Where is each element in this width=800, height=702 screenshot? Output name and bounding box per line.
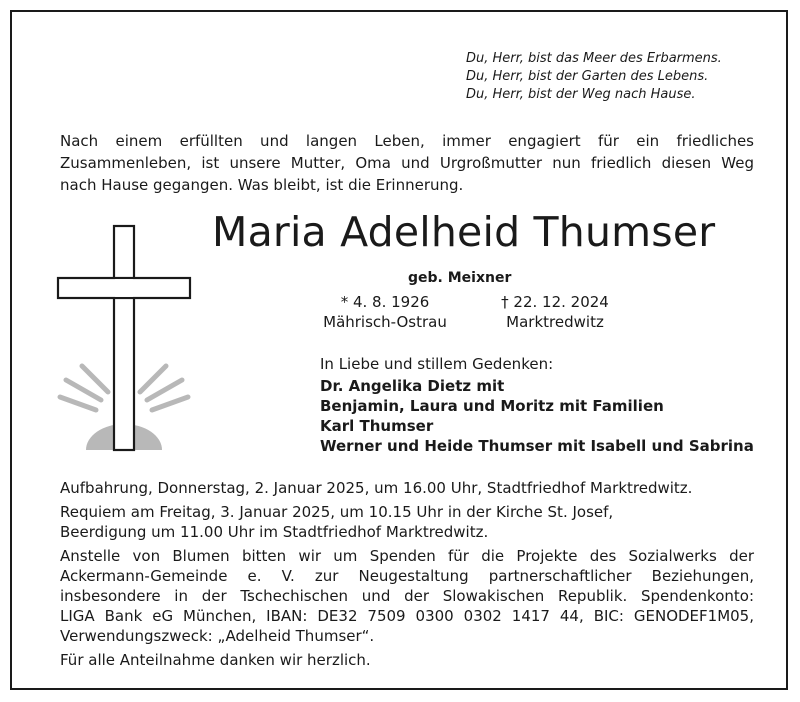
thanks-line: Für alle Anteilnahme danken wir herzlich. bbox=[60, 651, 371, 669]
birth-place: Mährisch-Ostrau bbox=[323, 313, 447, 331]
birth-info bbox=[300, 292, 470, 332]
burial-info: Beerdigung um 11.00 Uhr im Stadtfriedhof Marktredwitz. bbox=[60, 523, 489, 541]
birth-date: * 4. 8. 1926 bbox=[340, 293, 430, 311]
intro-paragraph bbox=[60, 130, 754, 196]
donation-line: LIGA Bank eG München, IBAN: DE32 7509 0300 0302 1417 44, BIC: GENODEF1M05, bbox=[60, 607, 754, 625]
bible-verse bbox=[466, 50, 786, 104]
deceased-name: Maria Adelheid Thumser bbox=[212, 208, 716, 256]
intro-line: Zusammenleben, ist unsere Mutter, Oma und Urgroßmutter nun friedlich diesen Weg bbox=[60, 154, 754, 172]
viewing-info: Aufbahrung, Donnerstag, 2. Januar 2025, um 16.00 Uhr, Stadtfriedhof Marktredwitz. bbox=[60, 479, 693, 497]
birth-name: geb. Meixner bbox=[408, 270, 512, 286]
mourner-name: Werner und Heide Thumser mit Isabell und Sabrina bbox=[320, 437, 754, 455]
mourner-name: Karl Thumser bbox=[320, 417, 434, 435]
verse-line: Du, Herr, bist der Garten des Lebens. bbox=[466, 69, 709, 84]
mourners-list bbox=[320, 354, 790, 456]
cross-icon bbox=[56, 222, 192, 454]
donation-line: Anstelle von Blumen bitten wir um Spenden für die Projekte des Sozialwerks der bbox=[60, 547, 754, 565]
mourner-name: Benjamin, Laura und Moritz mit Familien bbox=[320, 397, 664, 415]
mourner-name: Dr. Angelika Dietz mit bbox=[320, 377, 505, 395]
donation-line: Ackermann-Gemeinde e. V. zur Neugestaltung partnerschaftlicher Beziehungen, bbox=[60, 567, 754, 585]
donation-line: Verwendungszweck: „Adelheid Thumser“. bbox=[60, 627, 375, 645]
obituary-notice bbox=[10, 10, 788, 690]
requiem-info: Requiem am Freitag, 3. Januar 2025, um 10.15 Uhr in der Kirche St. Josef, bbox=[60, 503, 614, 521]
verse-line: Du, Herr, bist das Meer des Erbarmens. bbox=[466, 51, 722, 66]
death-place: Marktredwitz bbox=[506, 313, 604, 331]
death-info bbox=[480, 292, 630, 332]
intro-line: nach Hause gegangen. Was bleibt, ist die Erinnerung. bbox=[60, 176, 464, 194]
donation-line: insbesondere in der Tschechischen und der Slowakischen Republik. Spendenkonto: bbox=[60, 587, 754, 605]
death-date: † 22. 12. 2024 bbox=[501, 293, 609, 311]
verse-line: Du, Herr, bist der Weg nach Hause. bbox=[466, 87, 696, 102]
mourners-heading: In Liebe und stillem Gedenken: bbox=[320, 355, 554, 373]
intro-line: Nach einem erfüllten und langen Leben, immer engagiert für ein friedliches bbox=[60, 132, 754, 150]
funeral-details bbox=[60, 478, 754, 670]
